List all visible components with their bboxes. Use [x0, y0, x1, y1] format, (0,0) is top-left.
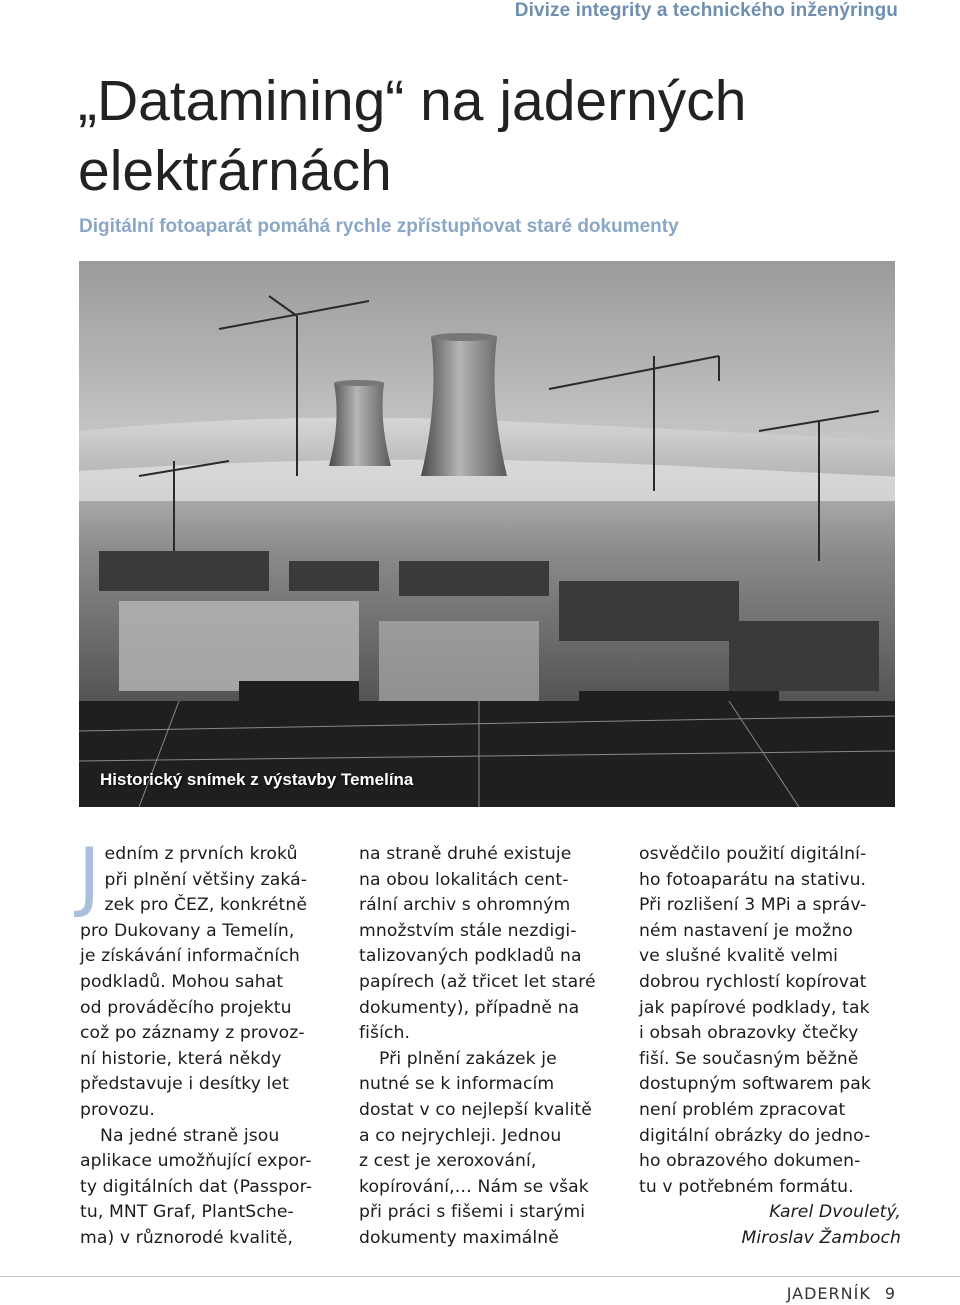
article-title — [78, 66, 898, 206]
text-line: aplikace umožňující expor- — [80, 1151, 312, 1172]
text-line: fiších. — [359, 1023, 411, 1044]
text-line: fiší. Se současným běžně — [639, 1048, 859, 1069]
text-line: Při plnění zakázek je — [379, 1048, 557, 1069]
text-line: ve slušné kvalitě velmi — [639, 946, 839, 967]
text-line: na obou lokalitách cent- — [359, 869, 569, 890]
text-line: ho fotoaparátu na stativu. — [639, 869, 867, 890]
text-line: při práci s fišemi i starými — [359, 1202, 586, 1223]
text-line: talizovaných podkladů na — [359, 946, 582, 967]
text-line: rální archiv s ohromným — [359, 895, 571, 916]
publication-name: JADERNÍK — [786, 1284, 871, 1303]
text-line: množstvím stále nezdigi- — [359, 920, 577, 941]
title-line-2: elektrárnách — [78, 139, 392, 203]
text-line: osvědčilo použití digitální- — [639, 844, 867, 864]
text-line: tu v potřebném formátu. — [639, 1176, 854, 1197]
text-line: ty digitálních dat (Passpor- — [80, 1176, 313, 1197]
title-line-1: „Datamining“ na jaderných — [78, 69, 747, 133]
text-column-1 — [78, 831, 318, 1252]
drop-cap: J — [78, 831, 101, 920]
text-line: což po záznamy z provoz- — [80, 1023, 305, 1044]
author-1: Karel Dvouletý, — [769, 1202, 901, 1223]
text-line: ném nastavení je možno — [639, 920, 853, 941]
text-line: kopírování,… Nám se však — [359, 1176, 589, 1197]
text-line: při plnění většiny zaká- — [104, 869, 308, 890]
text-line: jak papírové podklady, tak — [639, 997, 870, 1018]
text-line: podkladů. Mohou sahat — [80, 971, 284, 992]
text-column-3 — [639, 842, 901, 1252]
text-line: dostupným softwarem pak — [639, 1074, 871, 1095]
page-footer — [787, 1284, 896, 1303]
text-line: a co nejrychleji. Jednou — [359, 1125, 562, 1146]
paragraph-intro — [78, 831, 318, 1124]
text-line: od prováděcího projektu — [80, 997, 292, 1018]
text-line: je získávání informačních — [80, 946, 300, 967]
text-line: digitální obrázky do jedno- — [639, 1125, 871, 1146]
page-number: 9 — [884, 1284, 896, 1303]
text-line: dokumenty), případně na — [359, 997, 580, 1018]
paragraph-4 — [359, 1047, 597, 1252]
text-line: není problém zpracovat — [639, 1099, 846, 1120]
text-line: nutné se k informacím — [359, 1074, 555, 1095]
text-column-2 — [359, 842, 597, 1252]
paragraph-2 — [80, 1124, 318, 1252]
article-subtitle: Digitální fotoaparát pomáhá rychle zpřístupňovat staré dokumenty — [79, 216, 679, 237]
text-line: dobrou rychlostí kopírovat — [639, 971, 867, 992]
text-line: tu, MNT Graf, PlantSche- — [80, 1202, 294, 1223]
text-line: ní historie, která někdy — [80, 1048, 282, 1069]
text-line: dostat v co nejlepší kvalitě — [359, 1099, 592, 1120]
author-2: Miroslav Žamboch — [741, 1227, 901, 1248]
photo-caption: Historický snímek z výstavby Temelína — [100, 770, 414, 789]
construction-photo — [79, 261, 895, 807]
text-line: zek pro ČEZ, konkrétně — [104, 895, 308, 916]
section-header: Divize integrity a technického inženýringu — [514, 0, 898, 21]
text-line: provozu. — [80, 1099, 155, 1120]
paragraph-3 — [359, 842, 597, 1047]
footer-divider — [0, 1276, 960, 1277]
text-line: Při rozlišení 3 MPi a správ- — [639, 895, 867, 916]
text-line: papírech (až třicet let staré — [359, 971, 596, 992]
text-line: ma) v různorodé kvalitě, — [80, 1227, 294, 1248]
text-line: edním z prvních kroků — [104, 844, 298, 864]
paragraph-5 — [639, 842, 901, 1200]
text-line: ho obrazového dokumen- — [639, 1151, 861, 1172]
text-line: dokumenty maximálně — [359, 1227, 559, 1248]
text-line: pro Dukovany a Temelín, — [80, 920, 295, 941]
text-line: z cest je xeroxování, — [359, 1151, 537, 1172]
text-line: představuje i desítky let — [80, 1074, 289, 1095]
text-line: Na jedné straně jsou — [100, 1125, 280, 1146]
text-line: na straně druhé existuje — [359, 844, 572, 864]
text-line: i obsah obrazovky čtečky — [639, 1023, 859, 1044]
